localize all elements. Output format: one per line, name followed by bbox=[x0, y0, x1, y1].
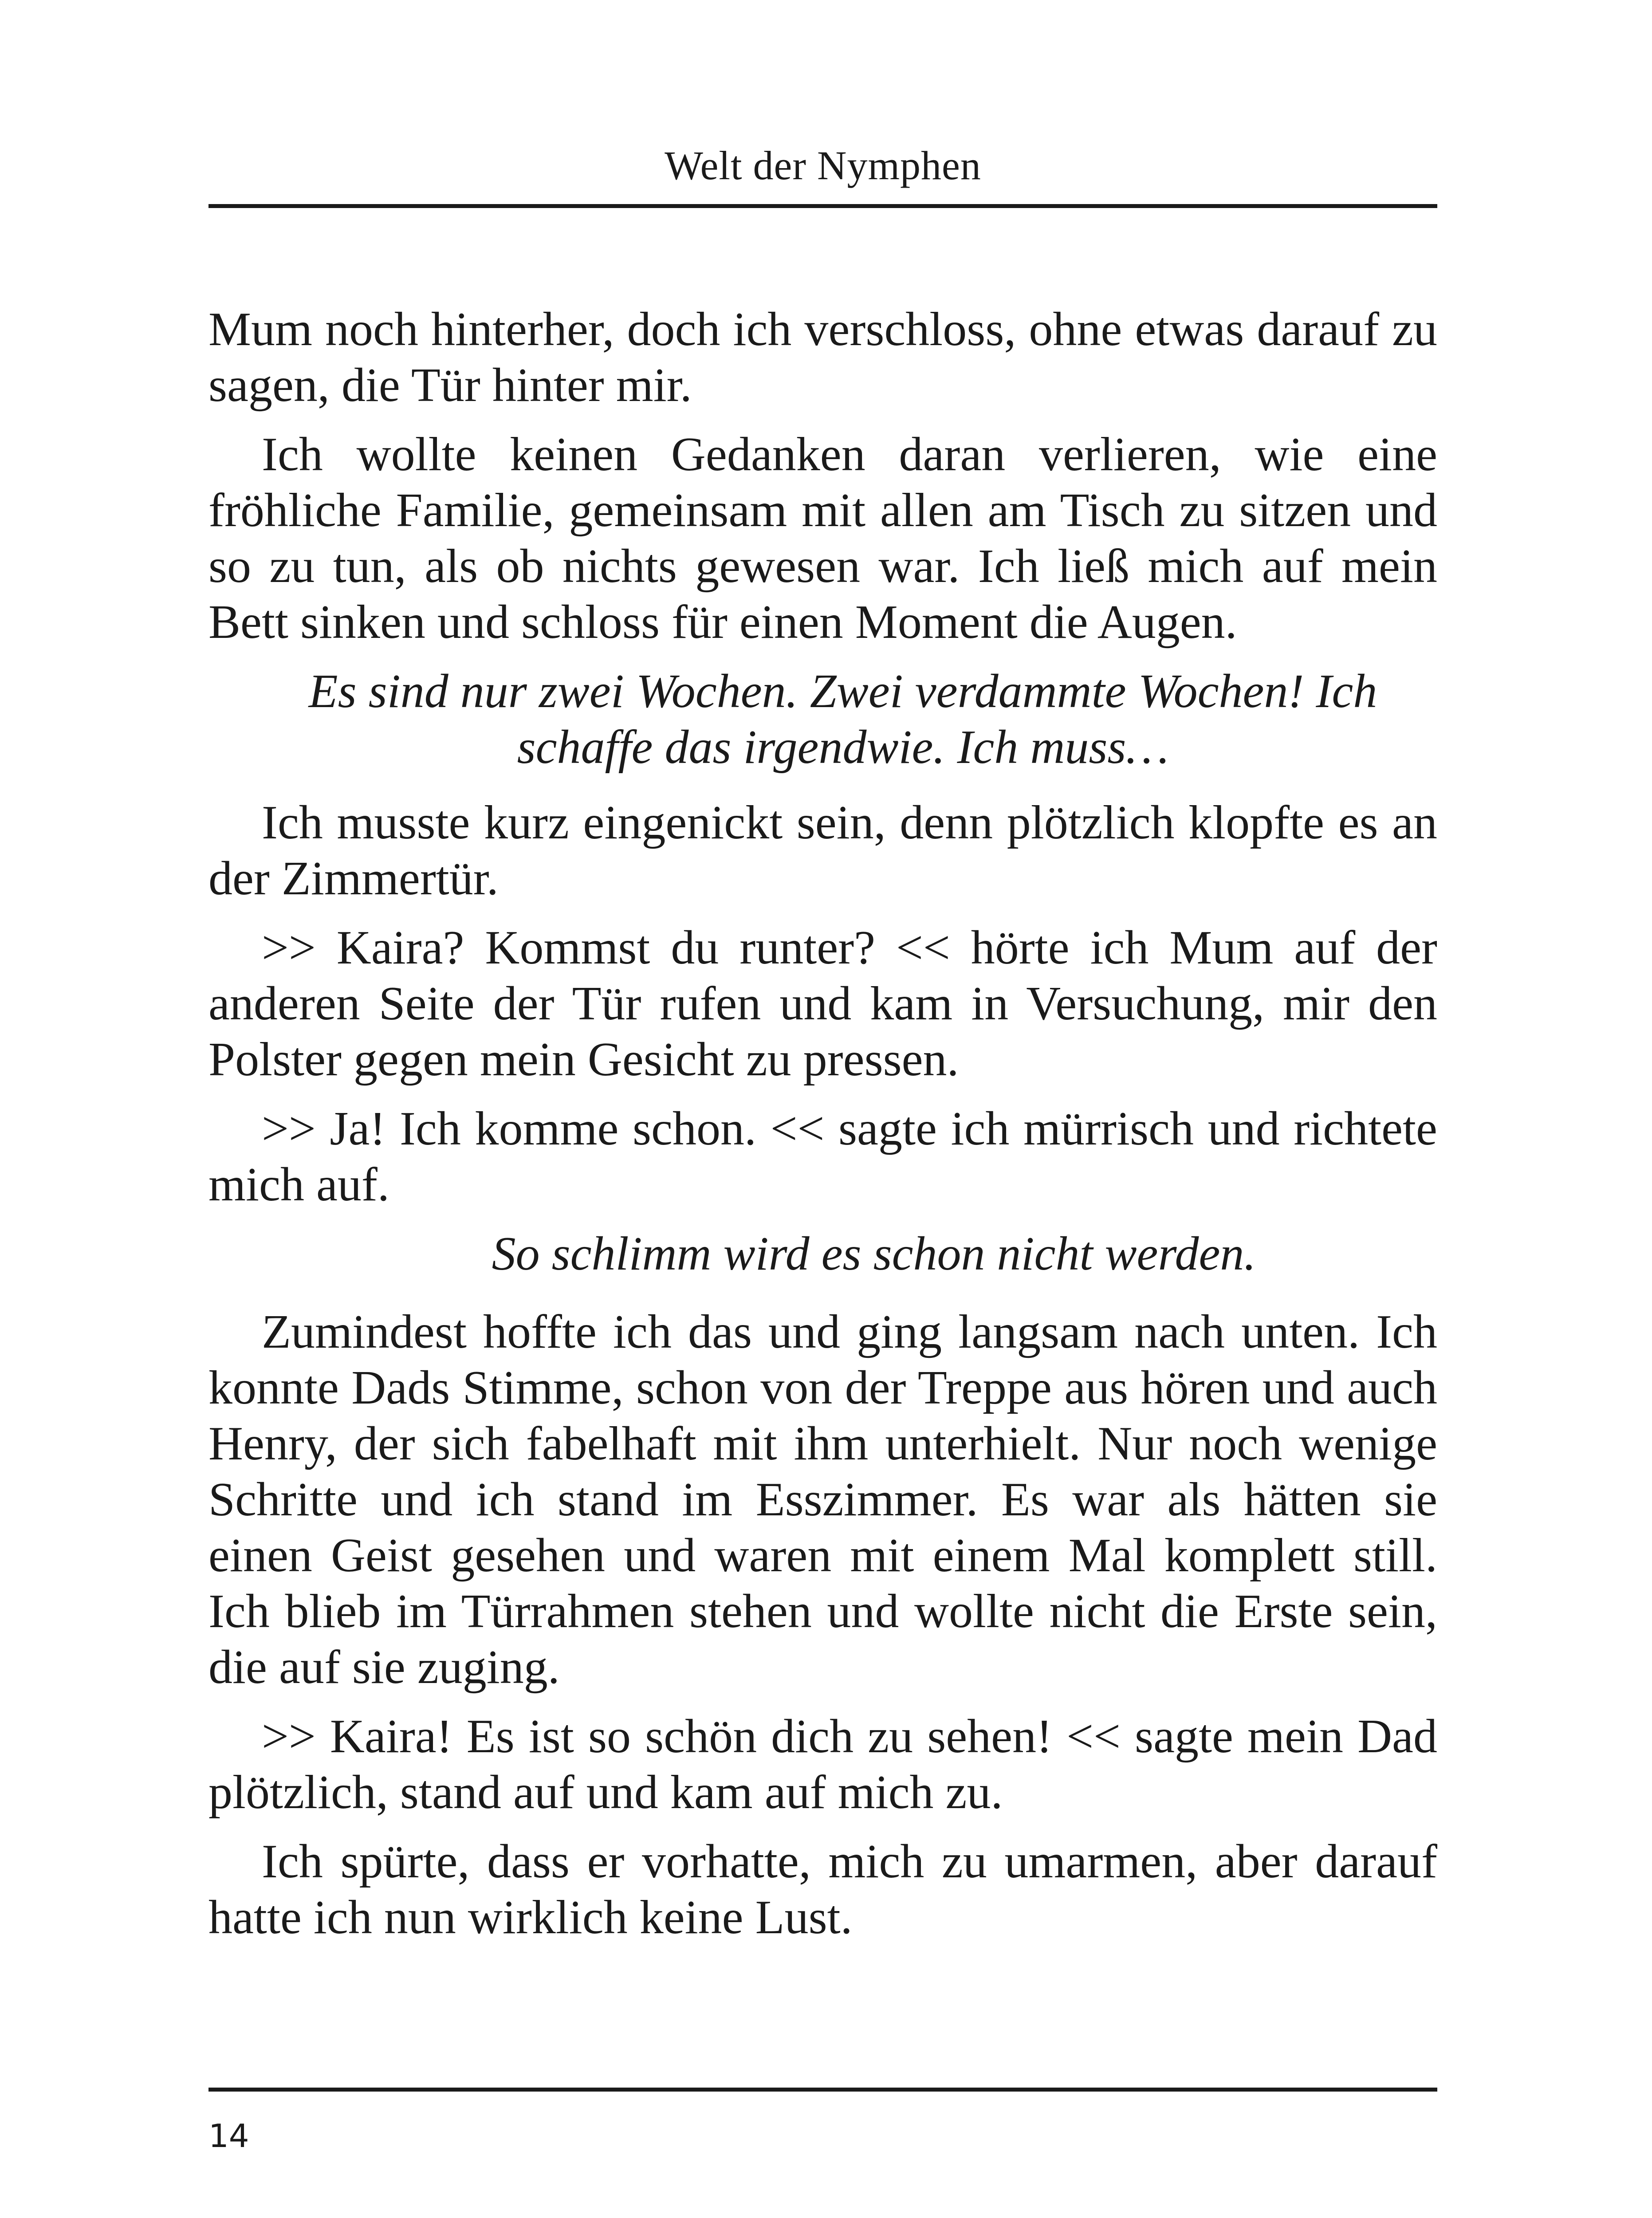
italic-thought: Es sind nur zwei Wochen. Zwei verdammte Wochen! Ich schaffe das irgendwie. Ich muss… bbox=[308, 665, 1377, 774]
paragraph: Ich spürte, dass er vorhatte, mich zu umarmen, aber darauf hatte ich nun wirklich keine Lust. bbox=[208, 1835, 1437, 1944]
page-number: 14 bbox=[208, 2117, 249, 2155]
header-rule bbox=[208, 204, 1437, 208]
paragraph: >> Kaira? Kommst du runter? << hörte ich Mum auf der anderen Seite der Tür rufen und kam in Versuchung, mir den Polster gegen mein Gesicht zu pressen. bbox=[208, 921, 1437, 1086]
paragraph: Ich wollte keinen Gedanken daran verlieren, wie eine fröhliche Familie, gemeinsam mit allen am Tisch zu sitzen und so zu tun, als ob nichts gewesen war. Ich ließ mich auf mein Bett sinken und schloss für einen Moment die Augen. bbox=[208, 428, 1437, 649]
paragraph: Zumindest hoffte ich das und ging langsam nach unten. Ich konnte Dads Stimme, schon von der Treppe aus hören und auch Henry, der sich fabelhaft mit ihm unterhielt. Nur noch wenige Schritte und ich stand im Esszimmer. Es war als hätten sie einen Geist gesehen und waren mit einem Mal komplett still. Ich blieb im Türrahmen stehen und wollte nicht die Erste sein, die auf sie zuging. bbox=[208, 1306, 1437, 1694]
running-header-title: Welt der Nymphen bbox=[665, 143, 981, 188]
footer-rule bbox=[208, 2088, 1437, 2092]
paragraph: Mum noch hinterher, doch ich verschloss, ohne etwas darauf zu sagen, die Tür hinter mir. bbox=[208, 303, 1437, 412]
italic-thought: So schlimm wird es schon nicht werden. bbox=[492, 1227, 1256, 1280]
paragraph: Ich musste kurz eingenickt sein, denn plötzlich klopfte es an der Zimmertür. bbox=[208, 796, 1437, 905]
paragraph: >> Ja! Ich komme schon. << sagte ich mürrisch und richtete mich auf. bbox=[208, 1102, 1437, 1211]
paragraph: >> Kaira! Es ist so schön dich zu sehen! << sagte mein Dad plötzlich, stand auf und kam auf mich zu. bbox=[208, 1710, 1437, 1819]
page-body bbox=[208, 302, 1437, 1959]
